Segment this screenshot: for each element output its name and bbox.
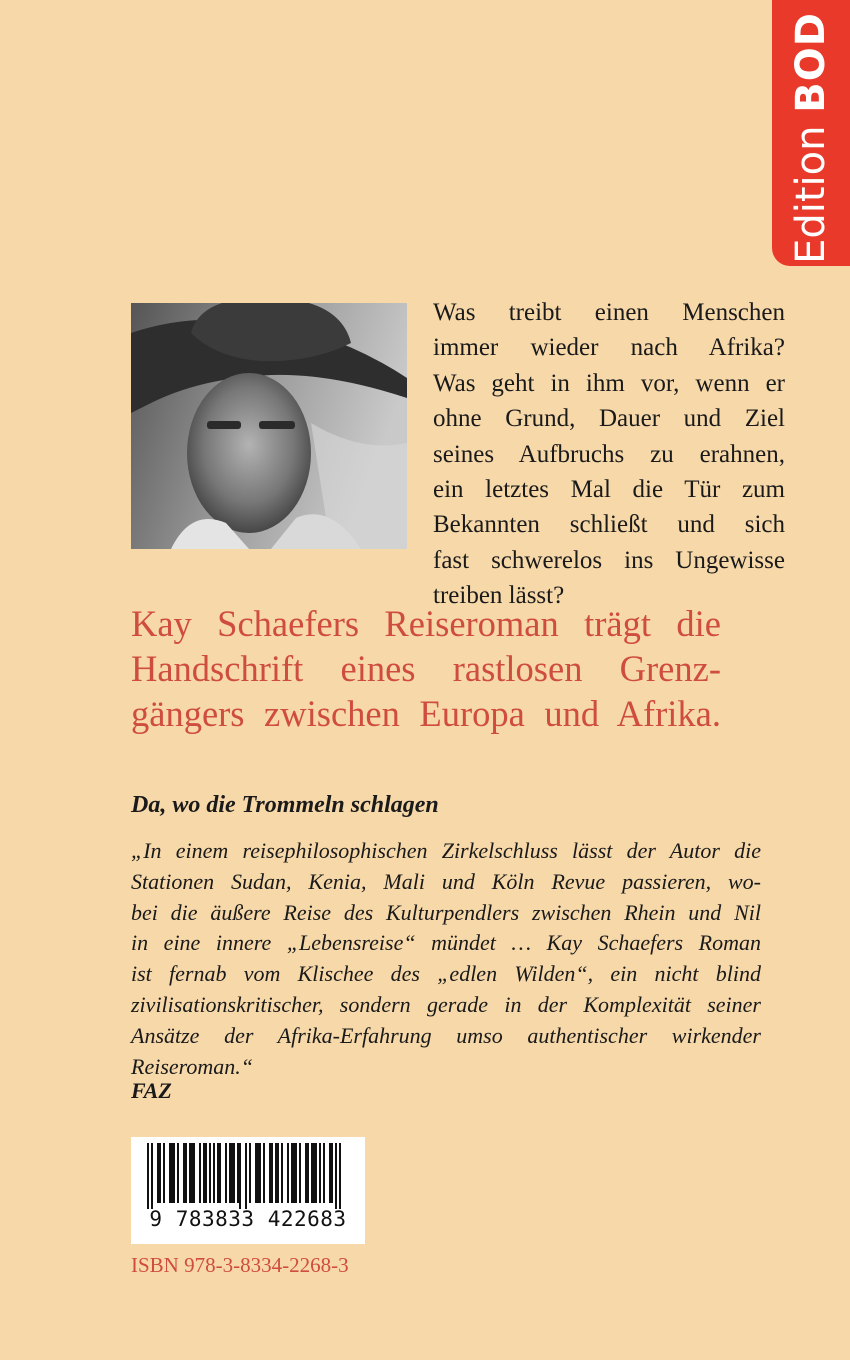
barcode-bar <box>225 1143 227 1203</box>
review-text <box>131 836 761 1082</box>
barcode-bar <box>263 1143 265 1203</box>
intro-line: treiben lässt? <box>433 582 565 610</box>
review-line: zivilisationskritischer, sondern gerade in der Komplexität seiner <box>131 991 761 1017</box>
barcode-bar <box>217 1143 219 1203</box>
highlight-line: Handschrift eines rastlosen Grenz- <box>131 648 721 689</box>
barcode-bar <box>259 1143 261 1203</box>
barcode-bar <box>177 1143 179 1203</box>
isbn: ISBN 978-3-8334-2268-3 <box>131 1253 349 1277</box>
barcode-bar <box>293 1143 295 1203</box>
intro-line: seines Aufbruchs zu erahnen, <box>433 440 785 468</box>
barcode-bar <box>275 1143 277 1203</box>
barcode-bar <box>305 1143 307 1203</box>
review-line: Ansätze der Afrika-Erfahrung umso authentischer wirkender <box>131 1022 761 1048</box>
barcode-bar <box>323 1143 325 1203</box>
barcode-bar <box>213 1143 215 1203</box>
barcode-bar <box>209 1143 211 1203</box>
barcode-bar <box>315 1143 317 1203</box>
barcode-bar <box>281 1143 283 1203</box>
review-line: bei die äußere Reise des Kulturpendlers zwischen Rhein und Nil <box>131 899 761 925</box>
intro-line: Bekannten schließt und sich <box>433 511 785 539</box>
barcode-bar <box>319 1143 321 1203</box>
intro-line: ohne Grund, Dauer und Ziel <box>433 405 785 433</box>
barcode-bar <box>203 1143 205 1203</box>
barcode-bar <box>291 1143 293 1203</box>
publisher-tab <box>772 0 850 266</box>
barcode-bar <box>169 1143 171 1203</box>
barcode-bar <box>147 1143 149 1209</box>
barcode-bar <box>269 1143 271 1203</box>
intro-line: ein letztes Mal die Tür zum <box>433 476 785 504</box>
intro-line: fast schwerelos ins Ungewisse <box>433 546 785 574</box>
highlight-line: gängers zwischen Europa und Afrika. <box>131 693 721 734</box>
barcode-bar <box>173 1143 175 1203</box>
intro-line: immer wieder nach Afrika? <box>433 334 785 362</box>
barcode-bar <box>335 1143 337 1209</box>
barcode-bar <box>233 1143 235 1203</box>
barcode-bar <box>239 1143 241 1209</box>
review-source: FAZ <box>131 1078 172 1103</box>
barcode-bar <box>287 1143 289 1203</box>
barcode-bar <box>339 1143 341 1209</box>
barcode-bar <box>191 1143 193 1203</box>
barcode-bar <box>249 1143 251 1203</box>
intro-text <box>433 295 785 614</box>
review-title: Da, wo die Trommeln schlagen <box>131 792 439 818</box>
review-line: ist fernab vom Klischee des „edlen Wilden“, ein nicht blind <box>131 961 761 987</box>
barcode-bar <box>193 1143 195 1203</box>
barcode-bar <box>295 1143 297 1203</box>
barcode-bar <box>159 1143 161 1203</box>
barcode-bar <box>183 1143 185 1203</box>
barcode-bar <box>199 1143 201 1203</box>
review-line: Reiseroman.“ <box>131 1053 254 1079</box>
barcode-bar <box>311 1143 313 1203</box>
author-photo <box>131 303 407 549</box>
barcode-bar <box>313 1143 315 1203</box>
barcode-bar <box>205 1143 207 1203</box>
barcode-number: 9 783833 422683 <box>149 1207 347 1231</box>
barcode-bar <box>151 1143 153 1209</box>
barcode-bar <box>277 1143 279 1203</box>
barcode-bar <box>271 1143 273 1203</box>
barcode-bar <box>329 1143 331 1203</box>
barcode-bar <box>171 1143 173 1203</box>
barcode-bar <box>231 1143 233 1203</box>
highlight-quote <box>131 601 721 736</box>
edition-label: Edition <box>788 125 834 264</box>
review-line: Stationen Sudan, Kenia, Mali und Köln Revue passieren, wo- <box>131 868 761 894</box>
barcode-bar <box>257 1143 259 1203</box>
highlight-line: Kay Schaefers Reiseroman trägt die <box>131 603 721 644</box>
barcode <box>131 1137 365 1244</box>
barcode-bar <box>229 1143 231 1203</box>
intro-line: Was geht in ihm vor, wenn er <box>433 369 785 397</box>
intro-line: Was treibt einen Menschen <box>433 299 785 326</box>
barcode-bar <box>255 1143 257 1203</box>
barcode-bar <box>237 1143 239 1203</box>
barcode-bar <box>157 1143 159 1203</box>
barcode-bar <box>185 1143 187 1203</box>
barcode-bar <box>331 1143 333 1203</box>
brand-label: BOD <box>788 12 834 113</box>
barcode-bar <box>299 1143 301 1203</box>
barcode-bar <box>307 1143 309 1203</box>
publisher-logo <box>788 12 834 264</box>
barcode-bar <box>189 1143 191 1203</box>
barcode-bar <box>163 1143 165 1203</box>
barcode-bar <box>219 1143 221 1203</box>
barcode-bar <box>245 1143 247 1209</box>
review-line: „In einem reisephilosophischen Zirkelschluss lässt der Autor die <box>131 838 761 863</box>
review-line: in eine innere „Lebensreise“ mündet … Kay Schaefers Roman <box>131 930 761 956</box>
